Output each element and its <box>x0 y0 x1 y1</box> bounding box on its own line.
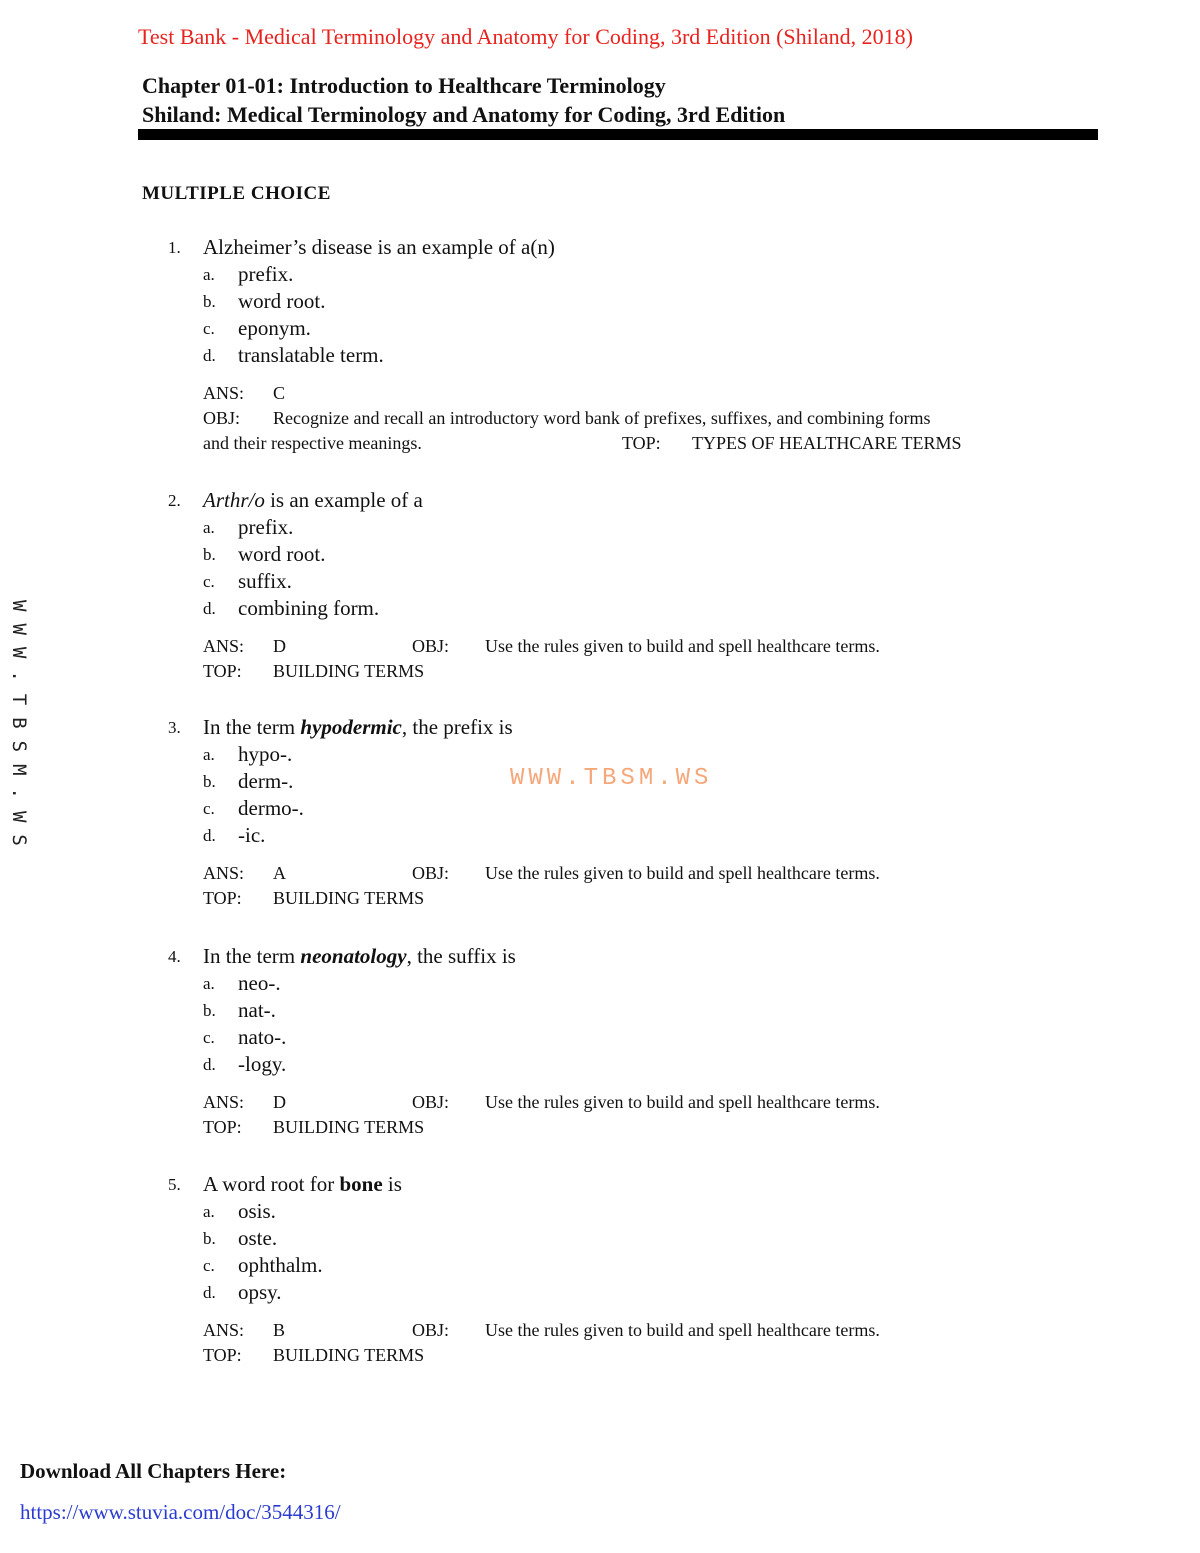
download-label: Download All Chapters Here: <box>20 1459 287 1483</box>
choice-c: c. ophthalm. <box>203 1253 323 1277</box>
question-stem: In the term hypodermic, the prefix is <box>203 715 513 739</box>
choice-d: d. translatable term. <box>203 343 384 367</box>
choice-c: c. dermo-. <box>203 796 304 820</box>
question-1 <box>168 234 1088 456</box>
choice-b: b. word root. <box>203 289 326 313</box>
choice-d: d. -logy. <box>203 1052 287 1076</box>
choice-d: d. combining form. <box>203 596 380 620</box>
question-number: 1. <box>168 238 181 257</box>
obj-text-line1: Recognize and recall an introductory word bank of prefixes, suffixes, and combining forms <box>273 408 931 428</box>
answer-meta <box>168 381 1088 456</box>
choice-a: a. prefix. <box>203 262 294 286</box>
question-5 <box>168 1171 1088 1368</box>
answer-meta: ANS: A OBJ: Use the rules given to build and spell healthcare terms. TOP: BUILDING TERMS <box>203 863 880 908</box>
obj-text-line2: and their respective meanings. <box>203 433 422 453</box>
question-2 <box>168 487 1088 684</box>
chapter-title: Chapter 01-01: Introduction to Healthcare Terminology <box>142 73 666 98</box>
answer-meta: ANS: B OBJ: Use the rules given to build and spell healthcare terms. TOP: BUILDING TERMS <box>203 1320 880 1365</box>
choice-c: c. nato-. <box>203 1025 287 1049</box>
choice-a: a. hypo-. <box>203 742 293 766</box>
answer-meta: ANS: D OBJ: Use the rules given to build and spell healthcare terms. TOP: BUILDING TERMS <box>203 1092 880 1137</box>
watermark-side: WWW.TBSM.WS <box>8 600 30 858</box>
test-bank-banner: Test Bank - Medical Terminology and Anatomy for Coding, 3rd Edition (Shiland, 2018) <box>138 24 913 49</box>
watermark-center: WWW.TBSM.WS <box>510 765 713 792</box>
choice-c: c. suffix. <box>203 569 292 593</box>
question-stem: In the term neonatology, the suffix is <box>203 944 516 968</box>
header-rule <box>138 129 1098 140</box>
question-number: 3. <box>168 718 181 737</box>
answer-meta: ANS: D OBJ: Use the rules given to build and spell healthcare terms. TOP: BUILDING TERMS <box>203 636 880 681</box>
choice-b: b. word root. <box>203 542 326 566</box>
question-number: 5. <box>168 1175 181 1194</box>
question-4 <box>168 943 1088 1140</box>
choice-a: a. osis. <box>203 1199 276 1223</box>
download-link[interactable]: https://www.stuvia.com/doc/3544316/ <box>20 1500 341 1524</box>
choice-b: b. oste. <box>203 1226 278 1250</box>
choice-c: c. eponym. <box>203 316 311 340</box>
top-value: TYPES OF HEALTHCARE TERMS <box>692 433 962 453</box>
choice-a: a. neo-. <box>203 971 281 995</box>
question-number: 4. <box>168 947 181 966</box>
choice-b: b. nat-. <box>203 998 276 1022</box>
book-title: Shiland: Medical Terminology and Anatomy for Coding, 3rd Edition <box>142 102 786 127</box>
choice-d: d. opsy. <box>203 1280 282 1304</box>
obj-label: OBJ: <box>203 408 241 428</box>
question-number: 2. <box>168 491 181 510</box>
ans-value: C <box>273 383 286 403</box>
question-stem: A word root for bone is <box>203 1172 402 1196</box>
section-title: MULTIPLE CHOICE <box>142 183 331 204</box>
choice-a: a. prefix. <box>203 515 294 539</box>
question-stem: Arthr/o is an example of a <box>203 488 423 512</box>
choice-b: b. derm-. <box>203 769 294 793</box>
choice-d: d. -ic. <box>203 823 266 847</box>
ans-label: ANS: <box>203 383 245 403</box>
question-stem: Alzheimer’s disease is an example of a(n) <box>203 235 555 259</box>
question-3 <box>168 714 1088 911</box>
top-label: TOP: <box>622 433 661 453</box>
